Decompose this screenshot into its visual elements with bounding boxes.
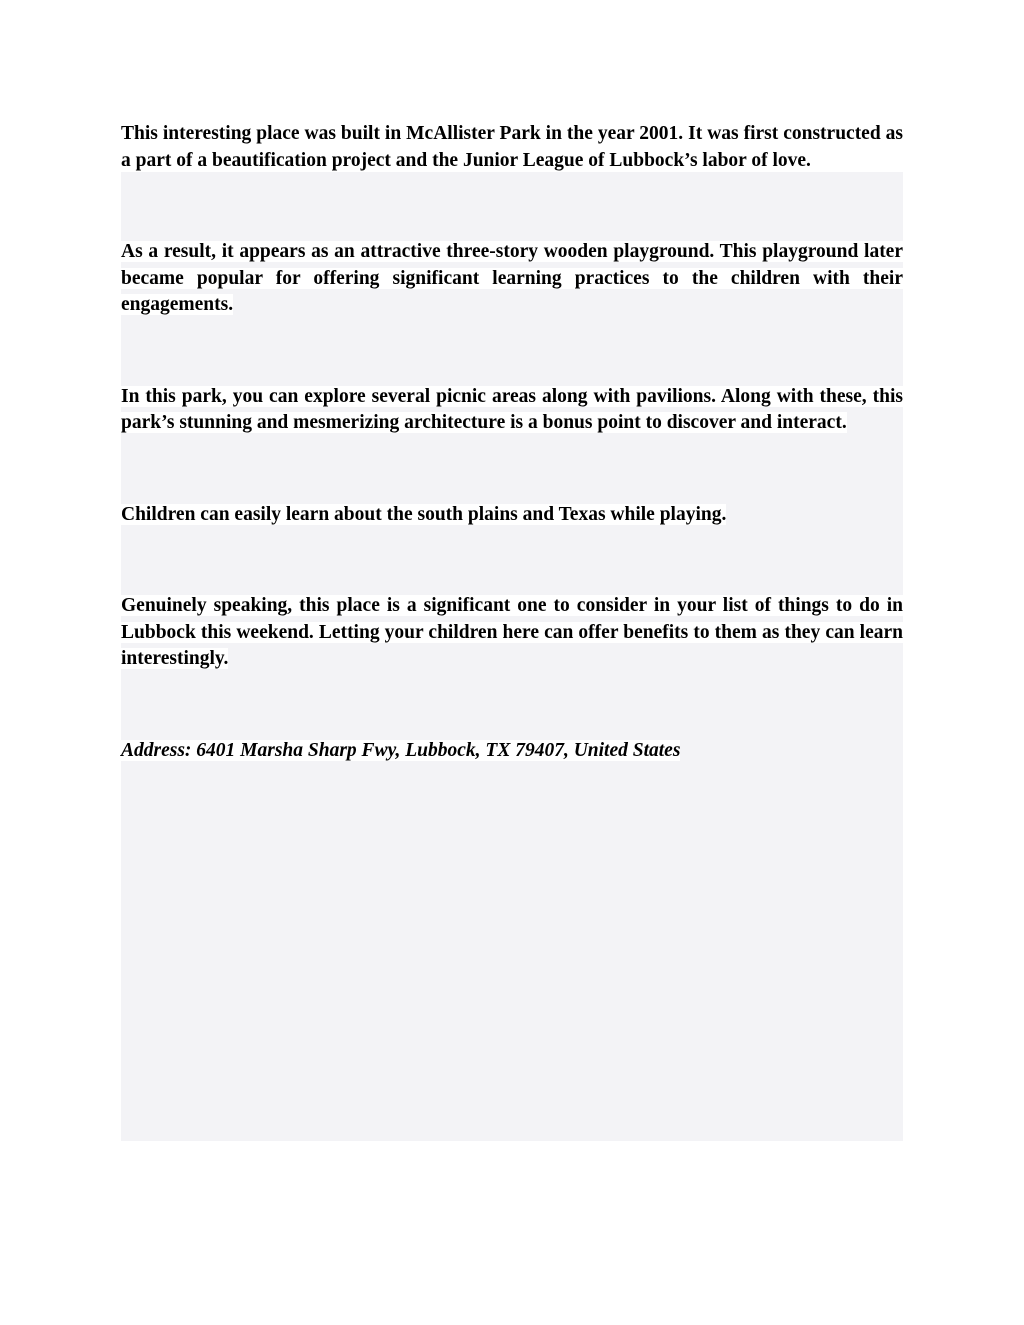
- paragraph-picnic-areas-text: In this park, you can explore several picnic areas along with pavilions. Along with these, this park’s stunning and mesmerizing architecture is a bonus point to discover and interact.: [121, 385, 903, 433]
- document-body: [121, 121, 903, 764]
- paragraph-recommendation-text: Genuinely speaking, this place is a significant one to consider in your list of things to do in Lubbock this weekend. Letting your children here can offer benefits to them as they can learn interestingly.: [121, 595, 903, 669]
- paragraph-learning: [121, 502, 903, 529]
- address-line: [121, 738, 903, 765]
- paragraph-history-text: This interesting place was built in McAllister Park in the year 2001. It was first constructed as a part of a beautification project and the Junior League of Lubbock’s labor of love.: [121, 123, 903, 171]
- paragraph-history: [121, 121, 903, 174]
- address-text: Address: 6401 Marsha Sharp Fwy, Lubbock, TX 79407, United States: [121, 739, 681, 761]
- paragraph-recommendation: [121, 593, 903, 673]
- paragraph-playground: [121, 239, 903, 319]
- paragraph-learning-text: Children can easily learn about the south plains and Texas while playing.: [121, 503, 727, 525]
- paragraph-playground-text: As a result, it appears as an attractive three-story wooden playground. This playground later became popular for offering significant learning practices to the children with their engagements.: [121, 241, 903, 315]
- paragraph-picnic-areas: [121, 384, 903, 437]
